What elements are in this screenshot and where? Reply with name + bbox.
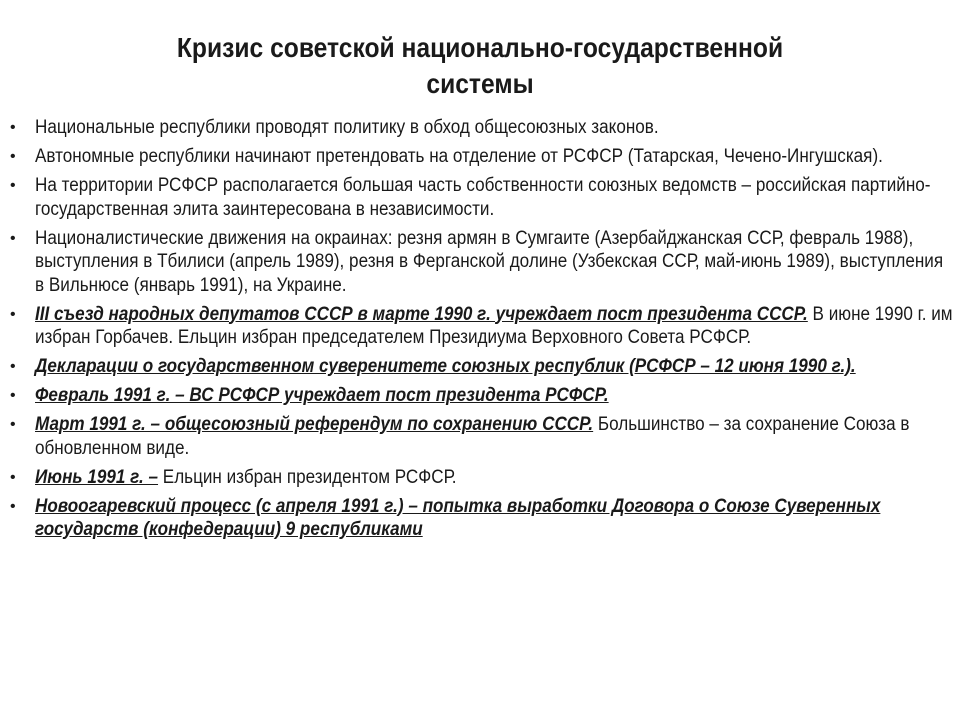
bullet-plain-text: Большинство – за сохранение Союза в обновленном виде.: [35, 414, 910, 459]
bullet-text: [35, 116, 953, 140]
bullet-text: [35, 413, 953, 460]
bullet-item: [10, 413, 950, 460]
bullet-text: [35, 145, 953, 169]
bullet-item: [10, 145, 950, 169]
bullet-dot-icon: •: [10, 416, 16, 433]
bullet-plain-text: Национальные республики проводят политику в обход общесоюзных законов.: [35, 117, 659, 138]
bullet-dot-icon: •: [10, 229, 16, 247]
slide-title: [110, 30, 849, 102]
bullet-emphasis-text: Июнь 1991 г. –: [35, 466, 159, 488]
bullet-list: [10, 116, 953, 547]
bullet-dot-icon: •: [10, 177, 16, 194]
bullet-text: [35, 466, 953, 490]
bullet-dot-icon: •: [10, 358, 16, 375]
slide-title-line-1: Кризис советской национально-государственной: [176, 32, 784, 63]
bullet-text: [35, 355, 953, 379]
bullet-text: [35, 384, 953, 408]
slide-title-line-2: системы: [426, 68, 534, 99]
bullet-item: [10, 495, 950, 542]
bullet-emphasis-text: Новоогаревский процесс (с апреля 1991 г.) – попытка выработки Договора о Союзе Суверенных государств (конфедерации) 9 республиками: [35, 495, 881, 540]
bullet-dot-icon: •: [10, 305, 16, 323]
bullet-item: [10, 303, 953, 350]
bullet-item: [10, 227, 950, 298]
bullet-emphasis-text: Декларации о государственном суверенитете союзных республик (РСФСР – 12 июня 1990 г.).: [35, 356, 856, 377]
bullet-dot-icon: •: [10, 148, 16, 165]
bullet-text: [35, 227, 953, 298]
bullet-item: [10, 466, 950, 490]
bullet-plain-text: Автономные республики начинают претендовать на отделение от РСФСР (Татарская, Чечено-Ингушская).: [35, 146, 883, 167]
bullet-dot-icon: •: [10, 468, 16, 486]
bullet-text: [35, 303, 953, 350]
bullet-plain-text: В июне 1990 г. им избран Горбачев. Ельцин избран председателем Президиума Верховного Совета РСФСР.: [35, 303, 953, 348]
bullet-plain-text: Националистические движения на окраинах: резня армян в Сумгаите (Азербайджанская ССР, февраль 1988), выступления в Тбилиси (апрель 1989), резня в Ферганской долине (Узбекская ССР, май-июнь 1989), выступления в Вильнюсе (январь 1991), на Украине.: [35, 227, 944, 296]
bullet-item: [10, 174, 950, 221]
bullet-emphasis-text: Март 1991 г. – общесоюзный референдум по сохранению СССР.: [35, 414, 594, 435]
bullet-dot-icon: •: [10, 119, 16, 136]
bullet-item: [10, 116, 950, 140]
bullet-emphasis-text: Февраль 1991 г. – ВС РСФСР учреждает пост президента РСФСР.: [35, 385, 609, 406]
bullet-plain-text: На территории РСФСР располагается большая часть собственности союзных ведомств – российская партийно-государственная элита заинтересована в независимости.: [35, 175, 931, 220]
bullet-text: [35, 495, 953, 542]
bullet-item: [10, 355, 950, 379]
bullet-emphasis-text: III съезд народных депутатов СССР в марте 1990 г. учреждает пост президента СССР.: [35, 303, 808, 325]
bullet-text: [35, 174, 953, 221]
bullet-item: [10, 384, 950, 408]
bullet-plain-text: Ельцин избран президентом РСФСР.: [158, 466, 457, 488]
bullet-dot-icon: •: [10, 387, 16, 404]
bullet-dot-icon: •: [10, 497, 16, 515]
